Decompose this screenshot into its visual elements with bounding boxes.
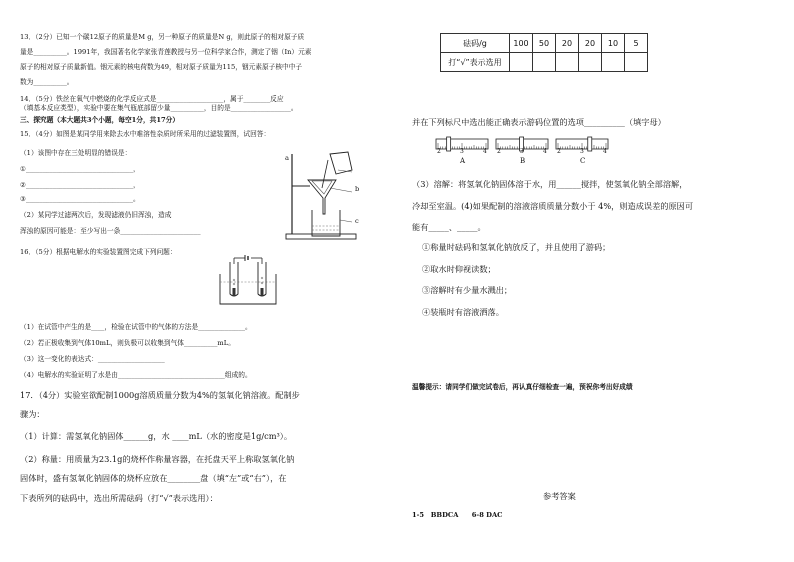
ruler-option-label: A xyxy=(460,157,466,165)
filter-label-c: c xyxy=(355,217,359,225)
q17-3-line-1: （3）溶解：将氢氧化钠固体溶于水，用______搅拌，使氢氧化钠全部溶解， xyxy=(412,179,688,189)
answer-line: 1-5 BBDCA 6-8 DAC xyxy=(412,511,503,519)
answer-title: 参考答案 xyxy=(543,491,576,501)
select-cell[interactable] xyxy=(533,53,556,72)
ruler-tick-label: 2 xyxy=(497,148,501,155)
q17-3-line-2: 冷却至室温。(4)如果配制的溶液溶质质量分数小于 4%，则造成误差的原因可 xyxy=(412,201,694,211)
q15-intro: 15．（4分）如图是某同学用来除去水中难溶性杂质时所采用的过滤装置图，试回答： xyxy=(20,130,271,138)
ruler-tick-label: 4 xyxy=(543,148,547,155)
rider-slider xyxy=(447,137,451,151)
q13-line-1: 13．（2分）已知一个碳12原子的质量是M g，另一种原子的质量是N g，则此原子的相对原子质 xyxy=(20,33,305,41)
select-cell[interactable] xyxy=(602,53,625,72)
weight-cell: 10 xyxy=(602,34,625,53)
q17-line-6: 下表所列的砝码中，选出所需砝码（打“√”表示选用）： xyxy=(20,493,218,503)
q13-line-3: 原子的相对原子质量新值。铟元素的核电荷数为49，相对原子质量为115，铟元素原子核中中子 xyxy=(20,63,303,71)
q15-blank-3: ③________________________________。 xyxy=(20,195,140,203)
filter-label-a: a xyxy=(285,154,289,162)
option-4: ④装瓶时有溶液洒落。 xyxy=(422,307,504,317)
q14-line-1: 14．（5分）铁丝在氧气中燃烧的化学反应式是____________________，属于________反应 xyxy=(20,95,284,103)
option-3: ③溶解时有少量水溅出； xyxy=(422,285,513,295)
weight-cell: 20 xyxy=(556,34,579,53)
option-1: ①称量时砝码和氢氧化钠放反了，并且使用了游码； xyxy=(422,242,611,252)
weight-cell: 50 xyxy=(533,34,556,53)
q15-blank-2: ②________________________________， xyxy=(20,181,140,189)
weight-cell: 100 xyxy=(510,34,533,53)
q16-line-4: （4）电解水的实验证明了水是由________________________________组成的。 xyxy=(20,371,252,379)
select-cell[interactable] xyxy=(556,53,579,72)
select-cell[interactable] xyxy=(510,53,533,72)
weights-row xyxy=(441,34,648,53)
q17-line-1: 17．（4分）实验室欲配制1000g溶质质量分数为4%的氢氧化钠溶液。配制步 xyxy=(20,390,300,400)
closing-tip: 温馨提示：请同学们做完试卷后，再认真仔细检查一遍，预祝你考出好成绩 xyxy=(412,383,633,391)
q15-line-2: （2）某同学过滤两次后，发现滤液仍旧浑浊，造成 xyxy=(20,211,172,219)
q14-line-2: （填基本反应类型），实验中要在集气瓶底部留少量__________，目的是__________________。 xyxy=(20,104,298,112)
ruler-question: 并在下列标尺中选出能正确表示游码位置的选项__________（填字母） xyxy=(412,117,666,127)
ruler-tick-label: 3 xyxy=(460,148,464,155)
q16-line-2: （2）若正极收集到气体10mL，则负极可以收集到气体__________mL。 xyxy=(20,339,235,347)
ruler-tick-label: 4 xyxy=(603,148,607,155)
q15-line-1: （1）该图中存在三处明显的错误是： xyxy=(20,149,132,157)
section-3-heading: 三、探究题（本大题共3个小题，每空1分，共17分） xyxy=(20,116,180,124)
q13-line-4: 数为__________。 xyxy=(20,78,74,86)
weight-cell: 5 xyxy=(625,34,648,53)
q17-line-2: 骤为： xyxy=(20,409,45,419)
ruler-tick-label: 3 xyxy=(520,148,524,155)
select-cell[interactable] xyxy=(625,53,648,72)
q15-line-3: 浑浊的原因可能是：至少写出一条________________________ xyxy=(20,227,201,235)
ruler-tick-label: 3 xyxy=(580,148,584,155)
filter-label-b: b xyxy=(355,185,360,193)
q15-blank-1: ①________________________________， xyxy=(20,165,140,173)
select-row xyxy=(441,53,648,72)
q16-line-1: （1）在试管中产生的是____，检验在试管中的气体的方法是______________。 xyxy=(20,323,252,331)
ruler-option-label: B xyxy=(520,157,526,165)
q17-line-5: 固体时，盛有氢氧化钠固体的烧杯应放在________盘（填“左”或“右”），在 xyxy=(20,473,287,483)
select-row-label: 打“√”表示选用 xyxy=(441,53,510,72)
weights-header: 砝码/g xyxy=(441,34,510,53)
q16-intro: 16．（5分）根据电解水的实验装置图完成下列问题： xyxy=(20,248,177,256)
ruler-tick-label: 4 xyxy=(483,148,487,155)
q17-line-3: （1）计算：需氢氧化钠固体______g，水 ____mL（水的密度是1g/cm³）。 xyxy=(20,431,293,441)
q13-line-2: 量是__________。1991年，我国著名化学家张青莲教授与另一位科学家合作，测定了铟（In）元素 xyxy=(20,48,312,56)
filtration-apparatus-figure xyxy=(278,148,388,244)
q17-3-line-3: 能有_____、_____。 xyxy=(412,222,486,232)
electrolysis-apparatus-figure xyxy=(218,256,280,306)
ruler-option-label: C xyxy=(580,157,586,165)
ruler-tick-label: 2 xyxy=(437,148,441,155)
q17-line-4: （2）称量：用质量为23.1g的烧杯作称量容器，在托盘天平上称取氢氧化钠 xyxy=(20,454,295,464)
q16-line-3: （3）这一变化的表达式：____________________ xyxy=(20,355,165,363)
ruler-tick-label: 2 xyxy=(557,148,561,155)
select-cell[interactable] xyxy=(579,53,602,72)
weights-table xyxy=(440,33,648,72)
rider-slider xyxy=(588,137,592,151)
option-2: ②取水时仰视读数； xyxy=(422,264,496,274)
weight-cell: 20 xyxy=(579,34,602,53)
